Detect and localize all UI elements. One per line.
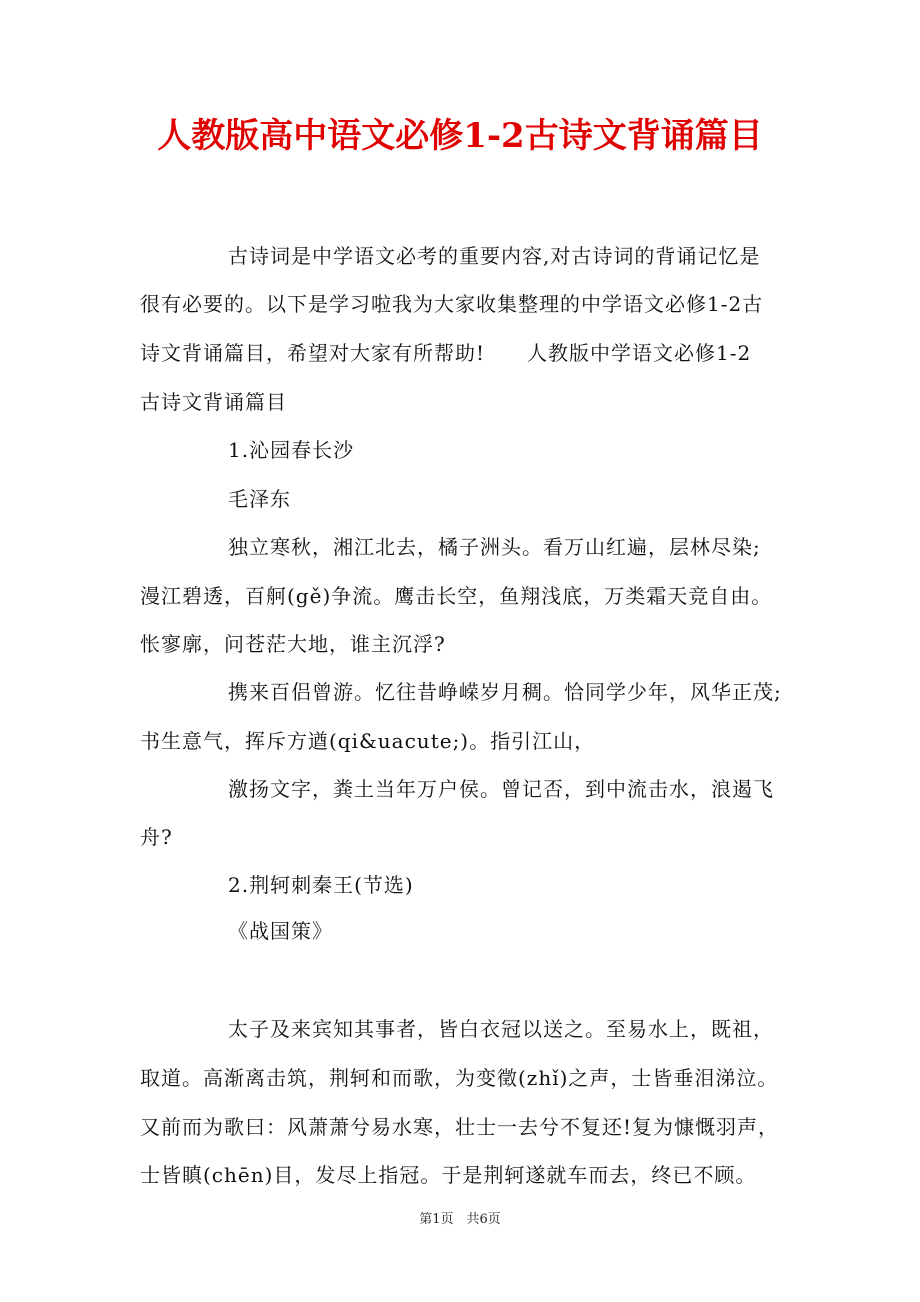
paragraph-line: 很有必要的。以下是学习啦我为大家收集整理的中学语文必修1-2古 — [140, 292, 764, 316]
poem-line: 独立寒秋，湘江北去，橘子洲头。看万山红遍，层林尽染; — [228, 535, 761, 559]
prose-line: 士皆瞋(chēn)目，发尽上指冠。于是荆轲遂就车而去，终已不顾。 — [140, 1163, 757, 1187]
prose-line: 又前而为歌曰：风萧萧兮易水寒，壮士一去兮不复还!复为慷慨羽声， — [140, 1115, 780, 1139]
poem-line: 怅寥廓，问苍茫大地，谁主沉浮? — [140, 632, 446, 656]
section-heading: 2.荆轲刺秦王(节选) — [228, 873, 414, 897]
poem-line: 漫江碧透，百舸(gě)争流。鹰击长空，鱼翔浅底，万类霜天竞自由。 — [140, 584, 773, 608]
section-heading: 1.沁园春长沙 — [228, 438, 355, 462]
source-line: 《战国策》 — [228, 919, 333, 943]
paragraph-line: 古诗文背诵篇目 — [140, 390, 287, 414]
prose-line: 取道。高渐离击筑，荆轲和而歌，为变徵(zhǐ)之声，士皆垂泪涕泣。 — [140, 1066, 779, 1090]
poem-line: 舟? — [140, 825, 173, 849]
author-line: 毛泽东 — [228, 487, 291, 511]
document-title: 人教版高中语文必修1-2古诗文背诵篇目 — [157, 116, 763, 156]
poem-line: 书生意气，挥斥方遒(qi&uacute;)。指引江山， — [140, 729, 596, 753]
paragraph-line: 古诗词是中学语文必考的重要内容,对古诗词的背诵记忆是 — [228, 244, 761, 268]
prose-line: 太子及来宾知其事者，皆白衣冠以送之。至易水上，既祖， — [228, 1017, 774, 1041]
poem-line: 携来百侣曾游。忆往昔峥嵘岁月稠。恰同学少年，风华正茂; — [228, 680, 782, 704]
poem-line: 激扬文字，粪土当年万户侯。曾记否，到中流击水，浪遏飞 — [228, 777, 774, 801]
paragraph-line: 诗文背诵篇目，希望对大家有所帮助! 人教版中学语文必修1-2 — [140, 341, 752, 365]
page-footer: 第1页 共6页 — [419, 1212, 501, 1227]
